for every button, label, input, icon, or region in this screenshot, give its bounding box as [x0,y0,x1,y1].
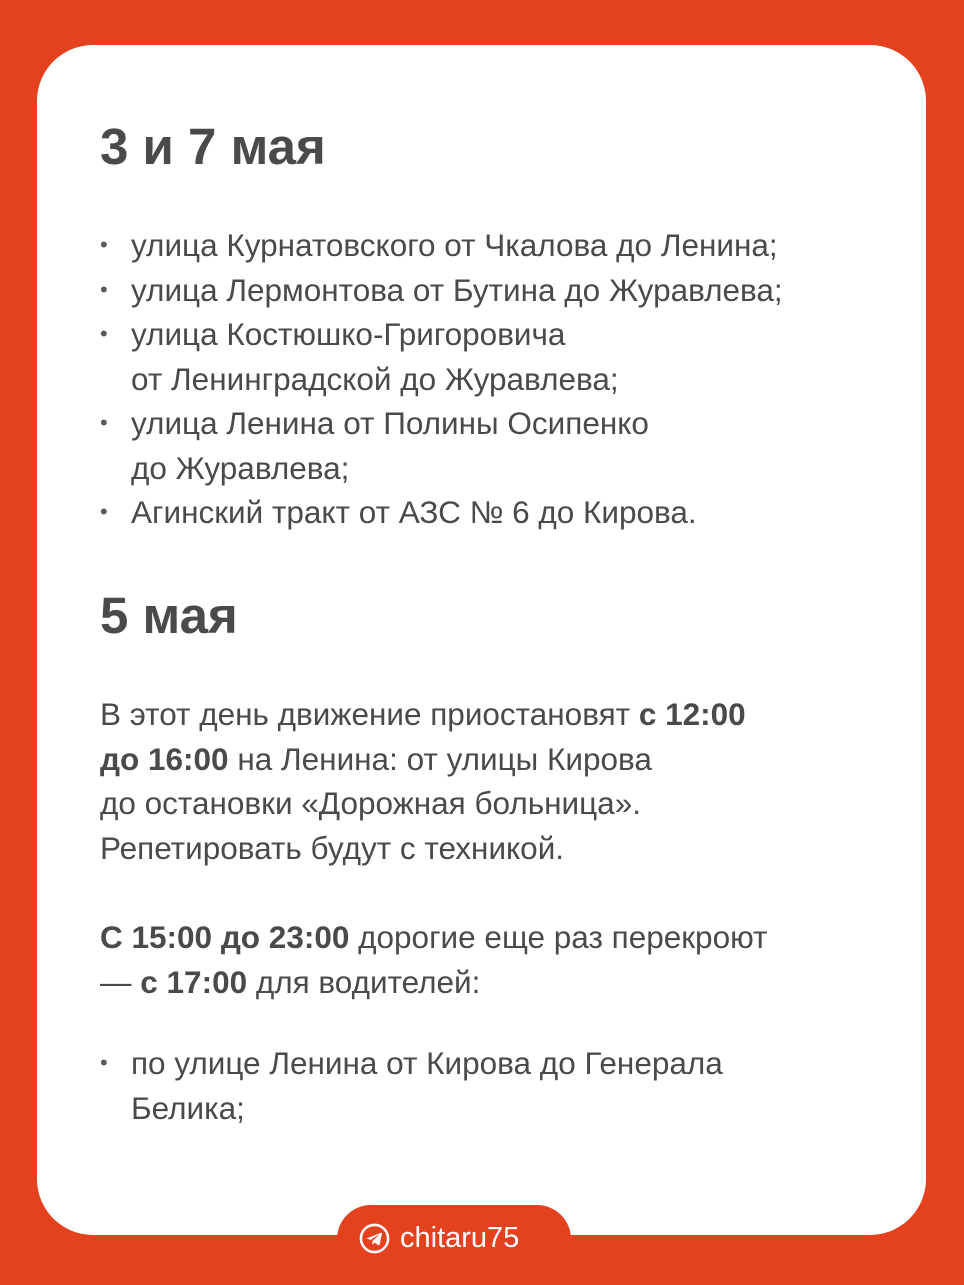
road-closures-list-may-3-7 [100,223,783,535]
section-heading-may-5: 5 мая [100,587,238,644]
bullet-icon: • [100,276,108,302]
bullet-icon: • [100,499,108,524]
telegram-icon [359,1223,390,1254]
footer-channel-tab[interactable] [337,1205,571,1285]
list-item-text: по улице Ленина от Кирова до Генерала [131,1045,723,1081]
paragraph-text: дорогие еще раз перекроют [349,919,768,955]
bullet-icon: • [100,321,108,346]
section-heading-may-3-7: 3 и 7 мая [100,118,326,175]
time-highlight: С 15:00 до 23:00 [100,919,350,955]
paragraph-text: В этот день движение приостановят [100,696,639,732]
list-item-text: улица Ленина от Полины Осипенко [131,405,649,441]
list-item-text-continued: от Ленинградской до Журавлева; [131,360,619,397]
list-item-text: улица Костюшко-Григоровича [131,316,566,352]
list-item-text: Агинский тракт от АЗС № 6 до Кирова. [131,494,697,530]
may-5-evening-closure [100,915,767,1004]
list-item-text-continued: Белика; [131,1089,245,1126]
bullet-icon: • [100,410,108,435]
paragraph-text: Репетировать будут с техникой. [100,829,565,866]
list-item [100,401,783,490]
bullet-icon: • [100,1050,108,1075]
list-item-text-continued: до Журавлева; [131,449,350,486]
time-highlight: с 12:00 [638,696,746,732]
road-closures-list-may-5 [100,1041,723,1130]
footer-channel-link[interactable] [359,1218,519,1258]
list-item-text: улица Лермонтова от Бутина до Журавлева; [131,271,783,308]
paragraph-text: до остановки «Дорожная больница». [100,785,641,821]
time-highlight: до 16:00 [100,740,229,777]
list-item [100,268,783,313]
paragraph-text: на Ленина: от улицы Кирова [228,740,652,777]
may-5-description [100,692,746,870]
paragraph-text: для водителей: [247,963,481,1000]
paragraph-text: — [100,963,141,1000]
time-highlight: с 17:00 [140,963,248,1000]
content-card [37,45,926,1235]
list-item-text: улица Курнатовского от Чкалова до Ленина; [131,227,778,263]
channel-handle: chitaru75 [400,1221,520,1254]
list-item [100,223,783,268]
list-item [100,312,783,401]
list-item [100,490,783,535]
list-item [100,1041,723,1130]
bullet-icon: • [100,232,108,257]
